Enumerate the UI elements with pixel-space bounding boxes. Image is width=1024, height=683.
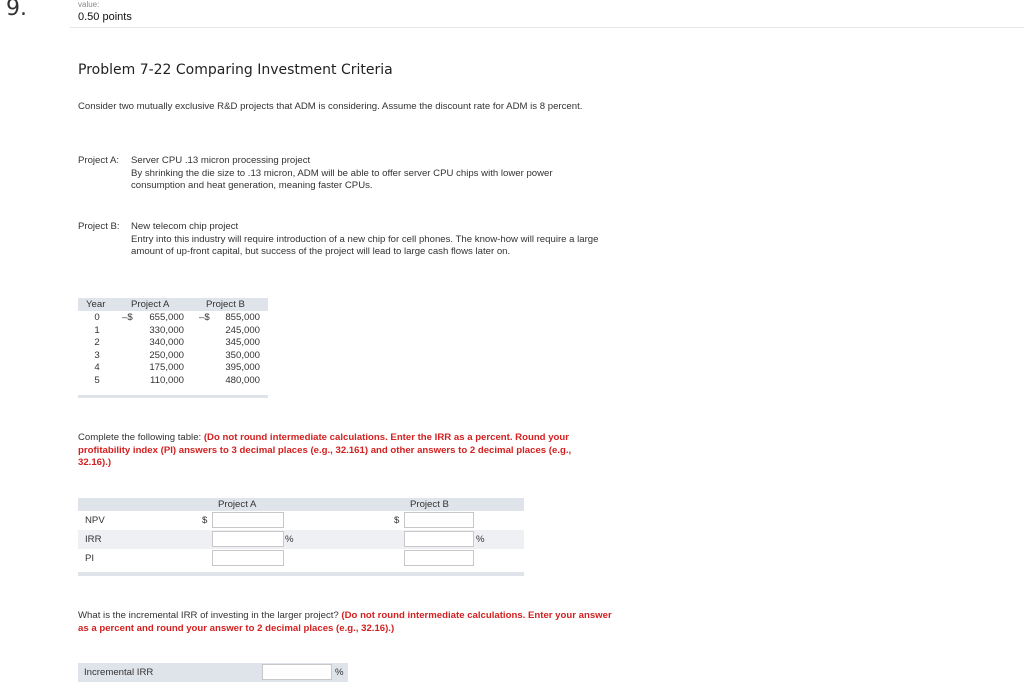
npv-project-b-input[interactable] <box>404 512 474 528</box>
answer-table-header <box>78 498 524 511</box>
incremental-question-note: (Do not round intermediate calculations. Enter your answer as a percent and round your answer to 2 decimal places (e.g., 32.16).) <box>78 610 612 634</box>
cashflow-table-footer <box>78 395 268 398</box>
cell-project-a: 110,000 <box>150 375 184 386</box>
cell-project-a: 175,000 <box>149 362 184 374</box>
cell-year: 5 <box>94 375 100 386</box>
cell-year: 3 <box>94 349 100 361</box>
question-number: 9. <box>6 0 27 21</box>
cell-project-b: 345,000 <box>225 337 260 349</box>
cell-project-a: 340,000 <box>149 337 184 349</box>
problem-title: Problem 7-22 Comparing Investment Criteria <box>78 62 393 78</box>
project-a-label: Project A: <box>78 155 120 166</box>
instructions-note: (Do not round intermediate calculations. Enter the IRR as a percent. Round your profitability index (PI) answers to 3 decimal places (e.g., 32.161) and other answers to 2 decimal places (e.g., 32.16).) <box>78 432 572 468</box>
cell-project-b: 480,000 <box>225 375 260 386</box>
header-year: Year <box>86 299 106 310</box>
cell-year: 0 <box>94 312 100 323</box>
answer-col-project-b: Project B <box>410 499 449 510</box>
points-value: 0.50 points <box>78 11 132 23</box>
npv-b-dollar-sign: $ <box>394 515 400 526</box>
incremental-percent-sign: % <box>335 667 344 678</box>
irr-a-percent-sign: % <box>285 534 294 545</box>
incremental-irr-row <box>78 663 348 682</box>
incremental-irr-label: Incremental IRR <box>84 667 154 678</box>
incremental-irr-question <box>78 610 618 635</box>
answer-col-project-a: Project A <box>218 499 257 510</box>
cell-a-prefix: –$ <box>122 312 133 323</box>
instructions-lead: Complete the following table: <box>78 432 204 443</box>
cell-year: 2 <box>94 337 100 349</box>
header-project-b: Project B <box>206 299 245 310</box>
row-label-pi: PI <box>85 553 95 564</box>
value-label: value: <box>78 0 100 9</box>
answer-table-footer <box>78 572 524 576</box>
cell-project-b: 350,000 <box>225 349 260 361</box>
pi-project-b-input[interactable] <box>404 550 474 566</box>
problem-intro: Consider two mutually exclusive R&D projects that ADM is considering. Assume the discount rate for ADM is 8 percent. <box>78 101 583 112</box>
cell-project-b: 395,000 <box>225 362 260 374</box>
irr-b-percent-sign: % <box>476 534 485 545</box>
irr-project-a-input[interactable] <box>212 531 284 547</box>
cell-b-prefix: –$ <box>199 312 210 323</box>
row-label-npv: NPV <box>85 515 105 526</box>
npv-project-a-input[interactable] <box>212 512 284 528</box>
project-b-description: Entry into this industry will require introduction of a new chip for cell phones. The know-how will require a large amount of up-front capital, but success of the project will lead to large cash flows later on. <box>131 234 599 257</box>
project-b-name: New telecom chip project <box>131 221 239 232</box>
cell-project-a: 655,000 <box>149 312 184 323</box>
cell-year: 1 <box>94 324 100 336</box>
cell-year: 4 <box>94 362 100 374</box>
incremental-question-lead: What is the incremental IRR of investing in the larger project? <box>78 610 342 621</box>
divider <box>70 27 1024 28</box>
project-a-description: By shrinking the die size to .13 micron, ADM will be able to offer server CPU chips with lower power consumption and heat generation, meaning faster CPUs. <box>131 168 553 191</box>
row-label-irr: IRR <box>85 534 102 545</box>
incremental-irr-input[interactable] <box>262 664 332 680</box>
project-b-label: Project B: <box>78 221 120 232</box>
cell-project-a: 250,000 <box>149 349 184 361</box>
cell-project-b: 245,000 <box>225 324 260 336</box>
answer-table <box>78 498 524 578</box>
project-a-name: Server CPU .13 micron processing project <box>131 155 311 166</box>
instructions <box>78 432 598 470</box>
pi-project-a-input[interactable] <box>212 550 284 566</box>
header-project-a: Project A <box>131 299 170 310</box>
cell-project-a: 330,000 <box>149 324 184 336</box>
cell-project-b: 855,000 <box>225 312 260 323</box>
irr-project-b-input[interactable] <box>404 531 474 547</box>
npv-a-dollar-sign: $ <box>202 515 208 526</box>
